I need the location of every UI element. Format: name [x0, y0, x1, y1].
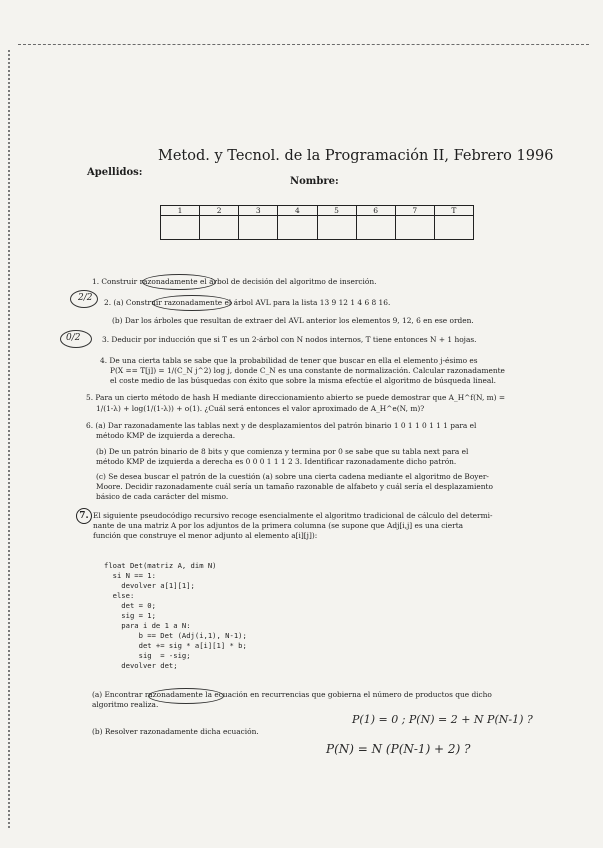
exam-title: Metod. y Tecnol. de la Programación II, Febrero 1996	[158, 148, 554, 164]
question-2a: 2. (a) Construir razonadamente el árbol AVL para la lista 13 9 12 1 4 6 8 16.	[104, 298, 391, 307]
question-7b: (b) Resolver razonadamente dicha ecuación.	[92, 727, 259, 736]
pen-circle-mark	[152, 295, 232, 311]
question-7a-line: (a) Encontrar razonadamente la ecuación en recurrencias que gobierna el número de productos que dicho	[92, 690, 492, 699]
grade-cell	[200, 216, 239, 240]
grade-cell	[161, 216, 200, 240]
grade-header: 3	[239, 206, 278, 216]
code-line: float Det(matriz A, dim N)	[104, 561, 217, 570]
question-6c-line: Moore. Decidir razonadamente cuál sería un tamaño razonable de alfabeto y cuál sería el desplazamiento	[96, 482, 493, 491]
question-3: 3. Deducir por inducción que si T es un 2-árbol con N nodos internos, T tiene entonces N + 1 hojas.	[102, 335, 477, 344]
pen-circle-mark	[148, 688, 224, 704]
question-5-line: 5. Para un cierto método de hash H mediante direccionamiento abierto se puede demostrar que A_H^f(N, m) =	[86, 393, 506, 402]
grade-cell	[395, 216, 434, 240]
question-6c-line: básico de cada carácter del mismo.	[96, 492, 229, 501]
code-line: b == Det (Adj(i,1), N-1);	[104, 631, 247, 640]
grade-header: 6	[356, 206, 395, 216]
grade-header: 5	[317, 206, 356, 216]
binding-left-edge	[8, 50, 16, 828]
code-line: devolver det;	[104, 661, 178, 670]
code-line: sig = 1;	[104, 611, 156, 620]
handwritten-solution: P(N) = N (P(N-1) + 2) ?	[326, 742, 471, 756]
question-1: 1. Construir razonadamente el árbol de decisión del algoritmo de inserción.	[92, 277, 377, 286]
question-4-line: P(X == T[j]) = 1/(C_N j^2) log j, donde C_N es una constante de normalización. Calcular razonadamente	[110, 366, 505, 375]
code-line: sig = -sig;	[104, 651, 191, 660]
code-line: para i de 1 a N:	[104, 621, 191, 630]
perforated-top-edge	[18, 44, 589, 45]
grade-cell	[356, 216, 395, 240]
handwritten-score-q2: 2/2	[78, 293, 93, 303]
code-line: si N == 1:	[104, 571, 156, 580]
handwritten-score-q3: 0/2	[66, 333, 81, 343]
handwritten-recurrence: P(1) = 0 ; P(N) = 2 + N P(N-1) ?	[352, 713, 533, 726]
question-5-line: 1/(1-λ) + log(1/(1-λ)) + o(1). ¿Cuál será entonces el valor aproximado de A_H^e(N, m)?	[96, 404, 425, 413]
grade-header: 4	[278, 206, 317, 216]
pseudocode-block	[104, 561, 247, 671]
question-6b-line: método KMP de izquierda a derecha es 0 0 0 1 1 1 2 3. Identificar razonadamente dicho patrón.	[96, 457, 457, 466]
grade-header: 2	[200, 206, 239, 216]
nombre-label: Nombre:	[290, 176, 339, 187]
question-7-number: 7.	[76, 508, 92, 524]
code-line: else:	[104, 591, 135, 600]
question-2b: (b) Dar los árboles que resultan de extraer del AVL anterior los elementos 9, 12, 6 en ese orden.	[112, 316, 474, 325]
question-6a-line: 6. (a) Dar razonadamente las tablas next y de desplazamientos del patrón binario 1 0 1 1 0 1 1 1 para el	[86, 421, 477, 430]
grade-cell	[434, 216, 473, 240]
grade-header: 7	[395, 206, 434, 216]
question-4-line: el coste medio de las búsquedas con éxito que sobre la misma efectúe el algoritmo de búsqueda lineal.	[110, 376, 496, 385]
pen-circle-mark	[60, 330, 92, 348]
code-line: det += sig * a[i][1] * b;	[104, 641, 247, 650]
question-7-line: El siguiente pseudocódigo recursivo recoge esencialmente el algoritmo tradicional de cálculo del determi-	[93, 511, 493, 520]
code-line: devolver a[1][1];	[104, 581, 195, 590]
question-6b-line: (b) De un patrón binario de 8 bits y que comienza y termina por 0 se sabe que su tabla next para el	[96, 447, 469, 456]
grade-cell	[278, 216, 317, 240]
pen-circle-mark	[70, 290, 98, 308]
apellidos-label: Apellidos:	[87, 167, 143, 178]
grade-header: T	[434, 206, 473, 216]
grade-cell	[317, 216, 356, 240]
question-6c-line: (c) Se desea buscar el patrón de la cuestión (a) sobre una cierta cadena mediante el algoritmo de Boyer-	[96, 472, 489, 481]
question-7-line: función que construye el menor adjunto al elemento a[i][j]):	[93, 531, 318, 540]
question-7a-line: algoritmo realiza.	[92, 700, 159, 709]
grade-cell	[239, 216, 278, 240]
question-7-line: nante de una matriz A por los adjuntos de la primera columna (se supone que Adj[i,j] es una cierta	[93, 521, 464, 530]
grade-header: 1	[161, 206, 200, 216]
code-line: det = 0;	[104, 601, 156, 610]
pen-circle-mark	[142, 274, 216, 290]
question-4-line: 4. De una cierta tabla se sabe que la probabilidad de tener que buscar en ella el elemento j-ésimo es	[100, 356, 478, 365]
grade-table	[160, 205, 474, 240]
question-6a-line: método KMP de izquierda a derecha.	[96, 431, 236, 440]
